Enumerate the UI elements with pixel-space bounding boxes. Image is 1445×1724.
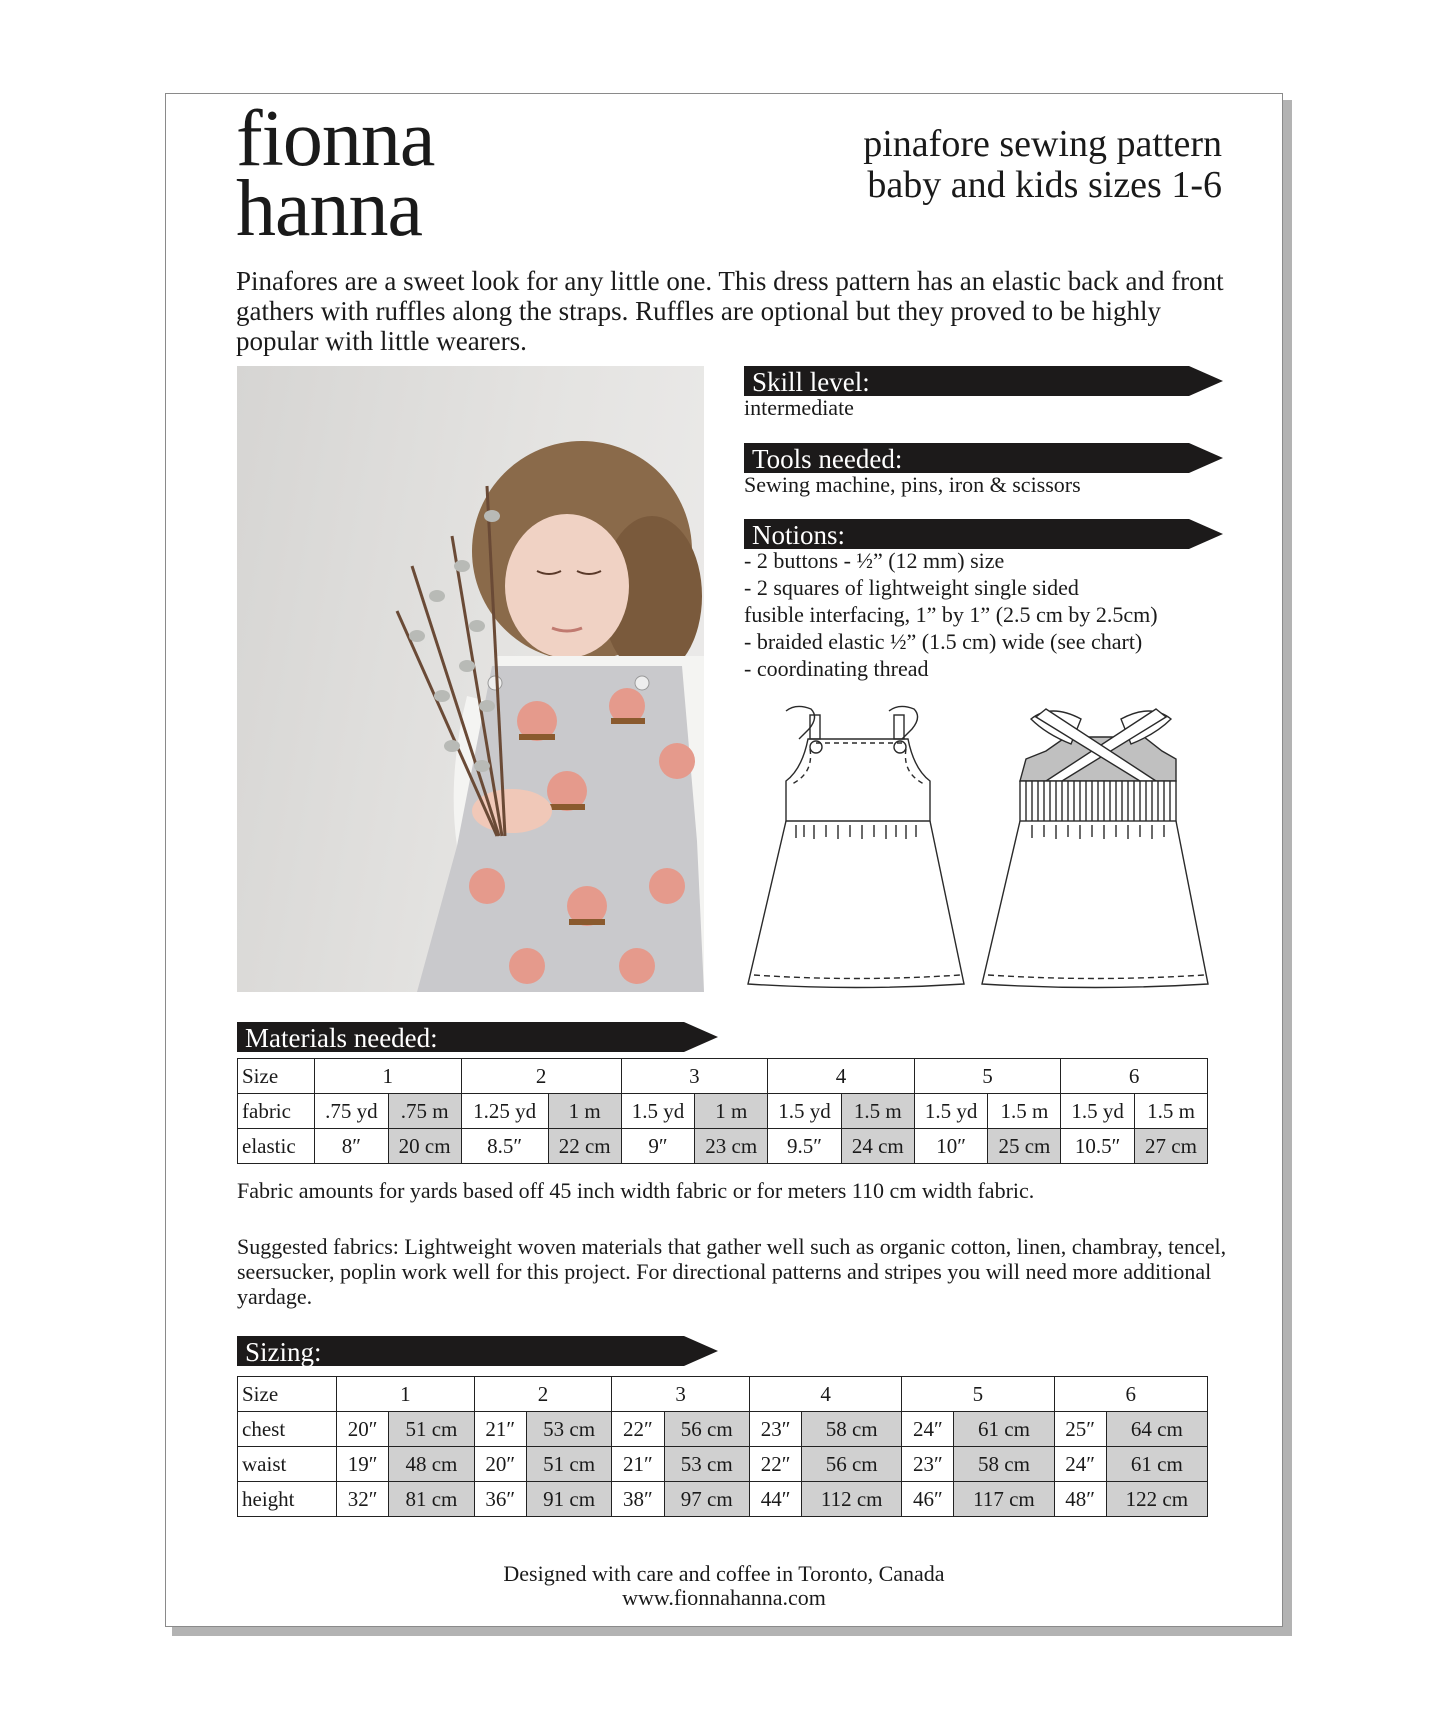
size-header: Size [238,1059,315,1094]
sizing-table [237,1376,1208,1517]
cell: 46″ [902,1482,954,1517]
cell: 1.5 yd [1061,1094,1135,1129]
materials-needed-banner [237,1022,718,1052]
cell: 8.5″ [461,1129,548,1164]
brand-line-1: fionna [236,95,435,183]
cell: 24″ [1054,1447,1106,1482]
cell: 19″ [337,1447,389,1482]
tools-needed-heading: Tools needed: [752,444,903,474]
banner-notch-icon [1189,366,1223,396]
sizing-banner [237,1336,718,1366]
cell: .75 yd [315,1094,389,1129]
cell: 22 cm [548,1129,621,1164]
size-col: 5 [902,1377,1054,1412]
size-col: 1 [337,1377,475,1412]
dress-back-drawing [982,709,1208,988]
notions-banner [744,519,1223,549]
cell: 1.5 m [841,1094,914,1129]
notion-item: - coordinating thread [744,656,929,681]
tools-needed-value: Sewing machine, pins, iron & scissors [744,472,1081,497]
brand-line-2: hanna [236,165,423,253]
size-col: 1 [315,1059,462,1094]
size-col: 4 [768,1059,915,1094]
cell: 97 cm [664,1482,749,1517]
cell: 51 cm [389,1412,474,1447]
banner-notch-icon [684,1022,718,1052]
cell: 20″ [474,1447,526,1482]
cell: 1 m [695,1094,768,1129]
cell: 23″ [902,1447,954,1482]
cell: 22″ [749,1447,801,1482]
size-col: 3 [621,1059,768,1094]
cell: 20″ [337,1412,389,1447]
table-row [238,1447,1208,1482]
cell: 23″ [749,1412,801,1447]
cell: 21″ [474,1412,526,1447]
cell: 1.5 m [1135,1094,1208,1129]
notion-item: - 2 squares of lightweight single sided [744,575,1079,600]
size-col: 2 [461,1059,621,1094]
tools-needed-banner [744,443,1223,473]
size-col: 4 [749,1377,901,1412]
table-row [238,1129,1208,1164]
intro-paragraph: Pinafores are a sweet look for any little one. This dress pattern has an elastic back and front gathers with ruffles along the straps. Ruffles are optional but they proved to be highly popular with little wearers. [236,266,1224,356]
suggested-fabrics: Suggested fabrics: Lightweight woven materials that gather well such as organic cotton, linen, chambray, tencel, seersucker, poplin work well for this project. For directional patterns and stripes you will need more additional yardage. [237,1234,1227,1309]
notion-item: fusible interfacing, 1” by 1” (2.5 cm by 2.5cm) [744,602,1158,627]
cell: 56 cm [664,1412,749,1447]
notions-list [744,547,1158,682]
cell: 21″ [612,1447,664,1482]
cell: 58 cm [954,1447,1054,1482]
cell: 38″ [612,1482,664,1517]
table-row [238,1482,1208,1517]
cell: 117 cm [954,1482,1054,1517]
cell: 1.5 yd [914,1094,988,1129]
cell: 91 cm [526,1482,611,1517]
materials-table [237,1058,1208,1164]
cell: 27 cm [1135,1129,1208,1164]
banner-notch-icon [1189,519,1223,549]
cell: 23 cm [695,1129,768,1164]
notion-item: - braided elastic ½” (1.5 cm) wide (see chart) [744,629,1143,654]
pinafore-technical-drawings [746,699,1236,999]
pattern-title [863,124,1222,206]
product-photo [237,366,704,992]
table-row [238,1094,1208,1129]
size-col: 2 [474,1377,612,1412]
cell: 9.5″ [768,1129,842,1164]
table-row [238,1059,1208,1094]
sizing-heading: Sizing: [245,1337,322,1367]
cell: 56 cm [802,1447,902,1482]
title-line-1: pinafore sewing pattern [863,123,1222,165]
dress-front-drawing [748,706,964,987]
footer [166,1562,1282,1610]
row-label: chest [238,1412,337,1447]
footer-website-link[interactable]: www.fionnahanna.com [622,1585,826,1610]
cell: 25″ [1054,1412,1106,1447]
table-row [238,1412,1208,1447]
cell: 53 cm [526,1412,611,1447]
pattern-sheet [165,93,1283,1627]
title-line-2: baby and kids sizes 1-6 [867,164,1222,206]
row-label: fabric [238,1094,315,1129]
skill-level-banner [744,366,1223,396]
cell: 51 cm [526,1447,611,1482]
row-label: height [238,1482,337,1517]
fabric-amount-note: Fabric amounts for yards based off 45 inch width fabric or for meters 110 cm width fabric. [237,1178,1035,1203]
size-col: 6 [1061,1059,1208,1094]
footer-tagline: Designed with care and coffee in Toronto, Canada [503,1561,945,1586]
cell: 81 cm [389,1482,474,1517]
cell: 44″ [749,1482,801,1517]
child-photo-illustration [237,366,704,992]
cell: 24″ [902,1412,954,1447]
cell: .75 m [388,1094,461,1129]
materials-needed-heading: Materials needed: [245,1023,438,1053]
cell: 9″ [621,1129,695,1164]
cell: 1.5 m [988,1094,1061,1129]
cell: 58 cm [802,1412,902,1447]
cell: 53 cm [664,1447,749,1482]
size-header: Size [238,1377,337,1412]
cell: 61 cm [954,1412,1054,1447]
skill-level-heading: Skill level: [752,367,870,397]
cell: 25 cm [988,1129,1061,1164]
cell: 20 cm [388,1129,461,1164]
size-col: 5 [914,1059,1061,1094]
cell: 48″ [1054,1482,1106,1517]
banner-notch-icon [1189,443,1223,473]
size-col: 3 [612,1377,750,1412]
cell: 1 m [548,1094,621,1129]
cell: 112 cm [802,1482,902,1517]
cell: 10″ [914,1129,988,1164]
notions-heading: Notions: [752,520,846,550]
skill-level-value: intermediate [744,395,854,420]
cell: 1.5 yd [768,1094,842,1129]
brand-logo [236,95,435,253]
notion-item: - 2 buttons - ½” (12 mm) size [744,548,1005,573]
cell: 10.5″ [1061,1129,1135,1164]
cell: 1.25 yd [461,1094,548,1129]
cell: 1.5 yd [621,1094,695,1129]
table-row [238,1377,1208,1412]
size-col: 6 [1054,1377,1208,1412]
cell: 64 cm [1106,1412,1207,1447]
cell: 122 cm [1106,1482,1207,1517]
row-label: elastic [238,1129,315,1164]
cell: 24 cm [841,1129,914,1164]
cell: 32″ [337,1482,389,1517]
row-label: waist [238,1447,337,1482]
cell: 61 cm [1106,1447,1207,1482]
cell: 48 cm [389,1447,474,1482]
cell: 36″ [474,1482,526,1517]
cell: 8″ [315,1129,389,1164]
cell: 22″ [612,1412,664,1447]
banner-notch-icon [684,1336,718,1366]
